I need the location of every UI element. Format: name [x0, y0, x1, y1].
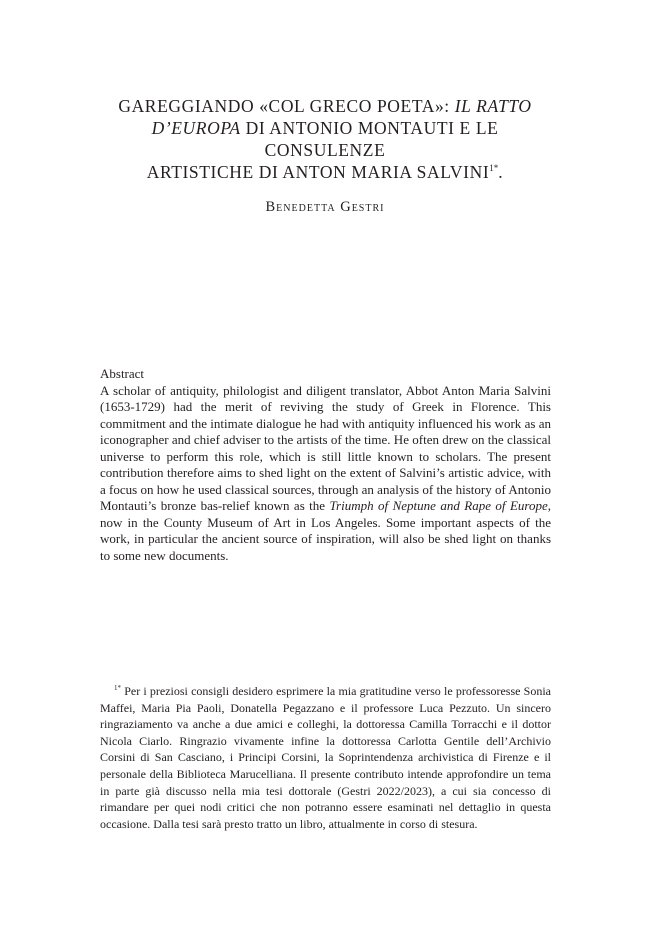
- title-italic-text: IL RATTO: [454, 96, 532, 116]
- title-line-2: [90, 117, 560, 161]
- title-italic-text: D’EUROPA: [151, 118, 241, 138]
- footnote-text: Per i preziosi consigli desidero esprimere la mia gratitudine verso le professoresse Sonia Maffei, Maria Pia Paoli, Donatella Pegazzano e il professore Luca Pezzuto. Un sincero ringraziamento va anche a due amici e colleghi, la dottoressa Camilla Torracchi e il dottor Nicola Ciarlo. Ringrazio vivamente infine la dottoressa Carlotta Gentile dell’Archivio Corsini di San Casciano, i Principi Corsini, la Soprintendenza archivistica di Firenze e il personale della Biblioteca Marucelliana. Il presente contributo intende approfondire un tema in parte già discusso nella mia tesi dottorale (Gestri 2022/2023), a cui sia concesso di rimandare per quei nodi critici che non potranno essere esaminati nel dettaglio in questa occasione. Dalla tesi sarà presto tratto un libro, attualmente in corso di stesura.: [100, 684, 551, 831]
- title-text: GAREGGIANDO «COL GRECO POETA»:: [118, 96, 455, 116]
- article-title: [90, 95, 560, 183]
- abstract-text: , now in the County Museum of Art in Los Angeles. Some important aspects of the work, in particular the ancient source of inspiration, will also be shed light on thanks to some new documents.: [100, 498, 551, 563]
- footnote: [100, 683, 551, 832]
- title-line-1: [90, 95, 560, 117]
- footnote-marker: 1*: [114, 684, 121, 692]
- title-line-3: [90, 161, 560, 183]
- title-text: ARTISTICHE DI ANTON MARIA SALVINI: [146, 162, 490, 182]
- abstract-heading: Abstract: [100, 366, 145, 381]
- title-text: .: [498, 162, 504, 182]
- abstract-text: A scholar of antiquity, philologist and diligent translator, Abbot Anton Maria Salvini (1653-1729) had the merit of reviving the study of Greek in Florence. This commitment and the intimate dialogue he had with antiquity influenced his work as an iconographer and chief adviser to the artists of the time. He often drew on the classical universe to perform this role, which is still little known to scholars. The present contribution therefore aims to shed light on the extent of Salvini’s artistic advice, with a focus on how he used classical sources, through an analysis of the history of Antonio Montauti’s bronze bas-relief known as the: [100, 382, 551, 513]
- artwork-title: Triumph of Neptune and Rape of Europe: [329, 498, 548, 513]
- author-name: Benedetta Gestri: [265, 199, 385, 215]
- abstract-section: [100, 366, 551, 564]
- footnote-reference[interactable]: 1*: [489, 163, 499, 173]
- title-text: DI ANTONIO MONTAUTI E LE CONSULENZE: [240, 118, 499, 160]
- abstract-body: [100, 383, 551, 565]
